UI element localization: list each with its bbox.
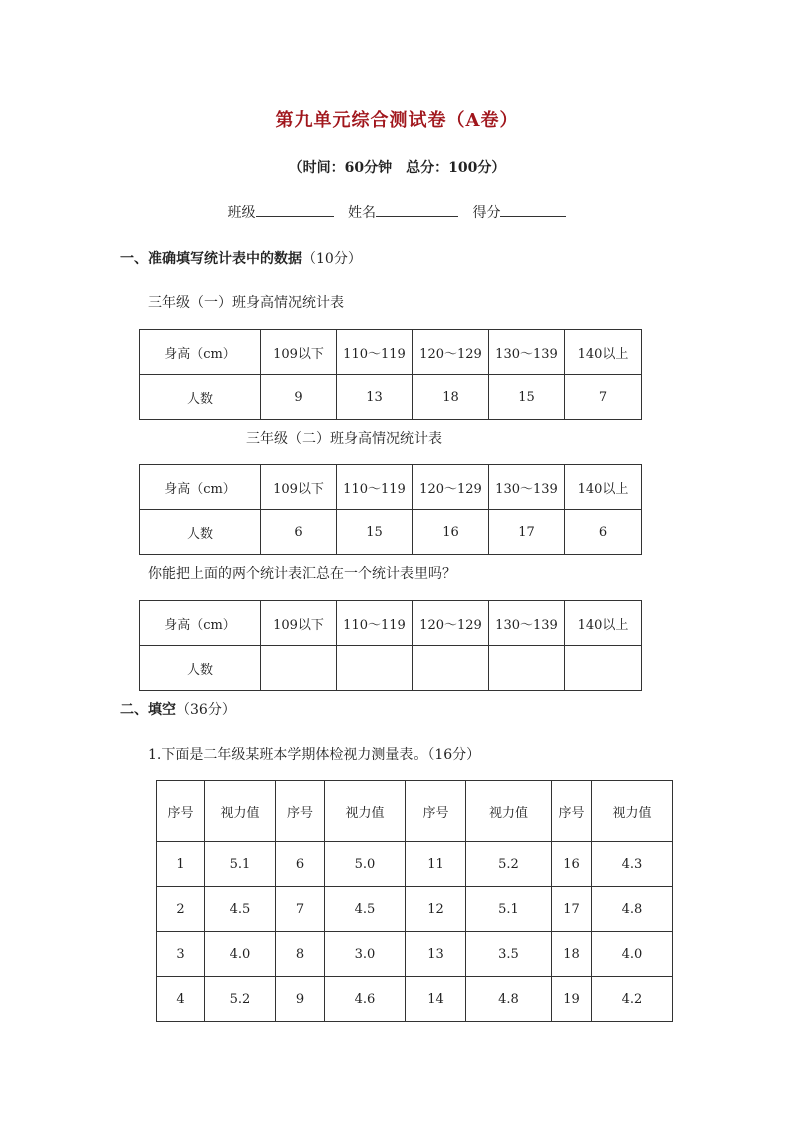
combined-height-table [139,600,642,691]
header-cell: 身高（cm） [140,465,261,510]
table-row [140,375,642,420]
section-1-points: （10分） [302,251,362,267]
table-row [140,646,642,691]
value-cell: 9 [276,977,325,1022]
value-cell: 4.8 [466,977,552,1022]
row-label: 人数 [140,375,261,420]
header-cell: 110～119 [337,465,413,510]
table-row [157,887,673,932]
value-cell: 17 [489,510,565,555]
value-cell: 6 [261,510,337,555]
header-cell: 110～119 [337,601,413,646]
value-cell: 4.8 [592,887,673,932]
header-cell: 130～139 [489,601,565,646]
answer-cell[interactable] [565,646,642,691]
section-2-points: （36分） [176,702,236,718]
value-cell: 3.0 [325,932,406,977]
header-cell: 视力值 [325,781,406,842]
value-cell: 4.5 [325,887,406,932]
table-row [157,977,673,1022]
header-cell: 140以上 [565,601,642,646]
value-cell: 4 [157,977,205,1022]
vision-table [156,780,673,1022]
value-cell: 4.0 [592,932,673,977]
student-info-line [0,202,794,222]
value-cell: 3 [157,932,205,977]
section-2-heading [120,699,236,719]
header-cell: 身高（cm） [140,330,261,375]
value-cell: 16 [413,510,489,555]
value-cell: 16 [552,842,592,887]
header-cell: 序号 [157,781,205,842]
table-2-caption: 三年级（二）班身高情况统计表 [246,431,442,447]
header-cell: 身高（cm） [140,601,261,646]
value-cell: 5.2 [466,842,552,887]
answer-cell[interactable] [337,646,413,691]
header-cell: 140以上 [565,330,642,375]
table-header-row [140,330,642,375]
height-table-class-2 [139,464,642,555]
header-cell: 109以下 [261,601,337,646]
value-cell: 5.1 [466,887,552,932]
header-cell: 序号 [406,781,466,842]
value-cell: 7 [276,887,325,932]
name-field[interactable] [376,202,458,217]
name-label: 姓名 [348,205,376,221]
answer-cell[interactable] [489,646,565,691]
value-cell: 4.5 [205,887,276,932]
header-cell: 130～139 [489,330,565,375]
exam-meta: （时间：60分钟 总分：100分） [288,160,506,176]
table-row [140,510,642,555]
value-cell: 6 [565,510,642,555]
table-row [157,842,673,887]
header-cell: 视力值 [205,781,276,842]
value-cell: 18 [413,375,489,420]
row-label: 人数 [140,510,261,555]
value-cell: 14 [406,977,466,1022]
merge-question: 你能把上面的两个统计表汇总在一个统计表里吗？ [148,566,456,582]
value-cell: 2 [157,887,205,932]
answer-cell[interactable] [413,646,489,691]
height-table-class-1 [139,329,642,420]
value-cell: 4.3 [592,842,673,887]
page-title: 第九单元综合测试卷（A卷） [275,110,519,131]
header-cell: 140以上 [565,465,642,510]
header-cell: 110～119 [337,330,413,375]
header-cell: 视力值 [466,781,552,842]
value-cell: 18 [552,932,592,977]
value-cell: 4.2 [592,977,673,1022]
value-cell: 4.0 [205,932,276,977]
section-1-heading [120,248,362,268]
value-cell: 9 [261,375,337,420]
value-cell: 11 [406,842,466,887]
value-cell: 1 [157,842,205,887]
value-cell: 5.0 [325,842,406,887]
section-2-title: 二、填空 [120,702,176,718]
value-cell: 8 [276,932,325,977]
value-cell: 15 [489,375,565,420]
value-cell: 6 [276,842,325,887]
answer-cell[interactable] [261,646,337,691]
value-cell: 12 [406,887,466,932]
value-cell: 5.2 [205,977,276,1022]
header-cell: 视力值 [592,781,673,842]
score-label: 得分 [472,205,501,221]
value-cell: 13 [406,932,466,977]
value-cell: 19 [552,977,592,1022]
table-row [157,932,673,977]
header-cell: 120～129 [413,465,489,510]
table-header-row [140,601,642,646]
value-cell: 17 [552,887,592,932]
class-label: 班级 [227,205,256,221]
value-cell: 4.6 [325,977,406,1022]
header-cell: 130～139 [489,465,565,510]
value-cell: 7 [565,375,642,420]
value-cell: 3.5 [466,932,552,977]
header-cell: 序号 [276,781,325,842]
class-field[interactable] [256,202,334,217]
table-header-row [140,465,642,510]
header-cell: 120～129 [413,601,489,646]
value-cell: 5.1 [205,842,276,887]
header-cell: 109以下 [261,465,337,510]
question-1: 1.下面是二年级某班本学期体检视力测量表。（16分） [148,747,481,763]
row-label: 人数 [140,646,261,691]
value-cell: 15 [337,510,413,555]
table-header-row [157,781,673,842]
value-cell: 13 [337,375,413,420]
table-1-caption: 三年级（一）班身高情况统计表 [148,295,344,311]
header-cell: 109以下 [261,330,337,375]
score-field[interactable] [500,202,566,217]
header-cell: 序号 [552,781,592,842]
header-cell: 120～129 [413,330,489,375]
section-1-title: 一、准确填写统计表中的数据 [120,251,302,267]
